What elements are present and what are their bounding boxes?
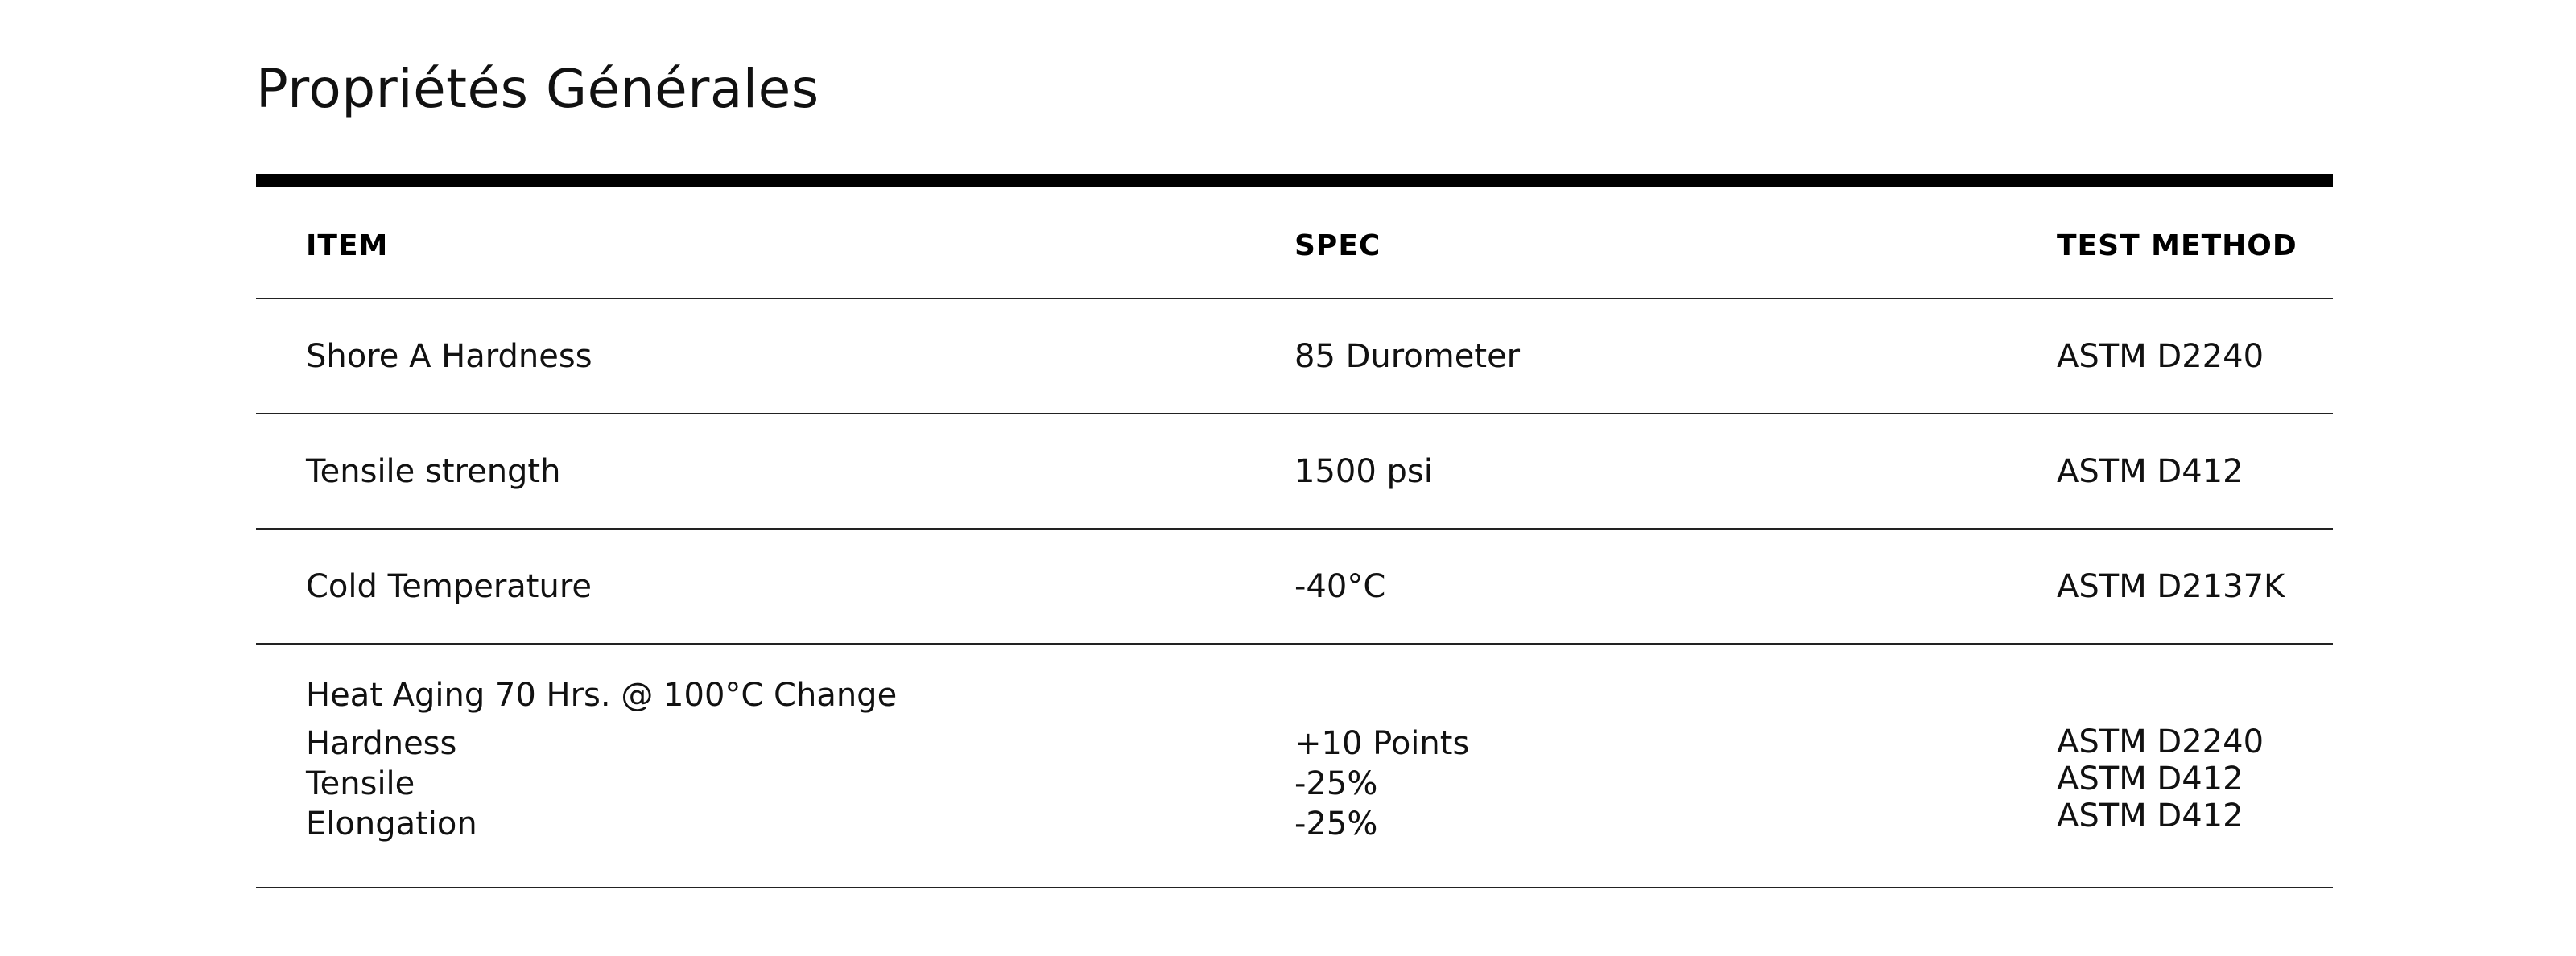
cell-spec: 1500 psi bbox=[1294, 453, 1433, 490]
heat-aging-items bbox=[306, 723, 477, 844]
table-top-rule bbox=[256, 174, 2333, 187]
column-header-item: ITEM bbox=[306, 229, 389, 262]
cell-test-method: ASTM D2240 bbox=[2057, 723, 2264, 760]
cell-test-method: ASTM D2240 bbox=[2057, 338, 2264, 375]
table-row-heat-aging bbox=[256, 645, 2333, 888]
column-header-spec: SPEC bbox=[1294, 229, 1381, 262]
cell-item: Cold Temperature bbox=[306, 568, 592, 605]
cell-item: Shore A Hardness bbox=[306, 338, 592, 375]
cell-item: Elongation bbox=[306, 806, 477, 843]
cell-spec: -25% bbox=[1294, 806, 1378, 843]
cell-spec: 85 Durometer bbox=[1294, 338, 1521, 375]
cell-item: Hardness bbox=[306, 725, 457, 762]
page-title: Propriétés Générales bbox=[256, 58, 819, 120]
heat-aging-test-methods bbox=[2057, 723, 2264, 834]
cell-item: Tensile bbox=[306, 765, 415, 802]
cell-spec: -25% bbox=[1294, 765, 1378, 802]
cell-spec: -40°C bbox=[1294, 568, 1386, 605]
cell-spec: +10 Points bbox=[1294, 725, 1470, 762]
heat-aging-heading: Heat Aging 70 Hrs. @ 100°C Change bbox=[306, 677, 898, 714]
table-row bbox=[256, 414, 2333, 530]
cell-test-method: ASTM D2137K bbox=[2057, 568, 2285, 605]
cell-test-method: ASTM D412 bbox=[2057, 760, 2244, 797]
cell-test-method: ASTM D412 bbox=[2057, 453, 2244, 490]
column-header-test-method: TEST METHOD bbox=[2057, 229, 2297, 262]
table-header-row bbox=[256, 187, 2333, 299]
table-row bbox=[256, 299, 2333, 414]
table-row bbox=[256, 530, 2333, 645]
heat-aging-specs bbox=[1294, 723, 1469, 844]
cell-test-method: ASTM D412 bbox=[2057, 797, 2244, 834]
properties-table bbox=[256, 174, 2333, 888]
cell-item: Tensile strength bbox=[306, 453, 561, 490]
